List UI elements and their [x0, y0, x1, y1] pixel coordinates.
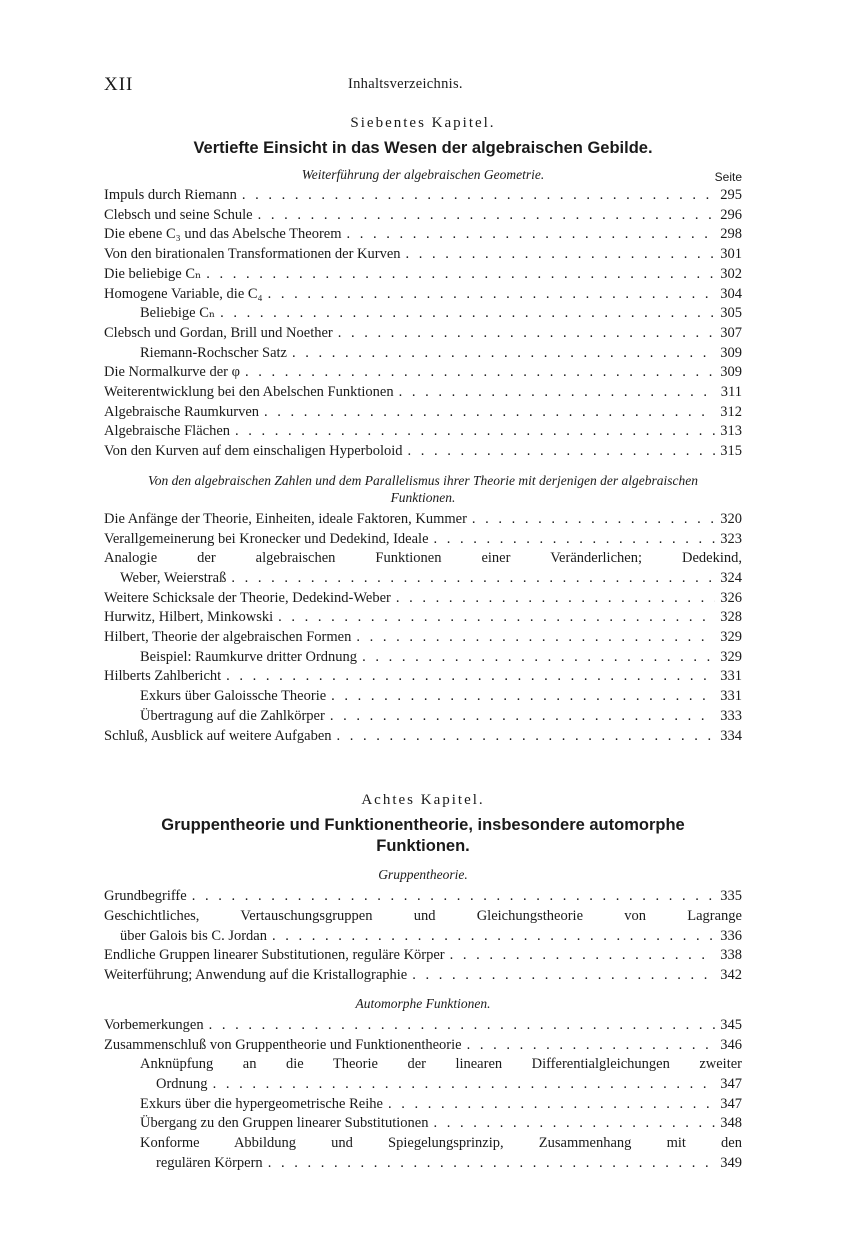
toc-entry-title-line1: Konforme Abbildung und Spiegelungsprinzip, Zusammenhang mit den	[140, 1135, 742, 1152]
toc-entry-page-number: 346	[720, 1036, 742, 1053]
dot-leader	[399, 383, 716, 403]
dot-leader	[337, 727, 716, 747]
toc-entry[interactable]	[104, 442, 742, 462]
dot-leader	[245, 363, 715, 383]
toc-entry-title: Riemann-Rochscher Satz	[140, 344, 287, 361]
toc-entry-page-number: 329	[720, 629, 742, 646]
toc-entry[interactable]	[104, 344, 742, 364]
toc-entry[interactable]	[104, 648, 742, 668]
toc-entry-title: Clebsch und Gordan, Brill und Noether	[104, 324, 333, 341]
toc-entry-page-number: 295	[720, 187, 742, 203]
toc-entry-title: Weiterführung; Anwendung auf die Kristallographie	[104, 967, 408, 984]
section-heading-geometrie: Weiterführung der algebraischen Geometrie.	[301, 167, 545, 182]
toc-entry-title: Hilbert, Theorie der algebraischen Formen	[104, 629, 352, 646]
dot-leader	[206, 265, 715, 285]
page-number: XII	[104, 74, 134, 95]
chapter-8-title: Gruppentheorie und Funktionentheorie, insbesondere automorphe Funktionen.	[161, 816, 685, 856]
dot-leader	[242, 186, 715, 206]
toc-entry-page-number: 304	[720, 285, 742, 302]
dot-leader	[278, 608, 715, 628]
toc-entry-title: regulären Körpern	[156, 1154, 263, 1171]
toc-entry-page-number: 334	[720, 727, 742, 744]
dot-leader	[406, 245, 716, 265]
toc-entry[interactable]	[104, 422, 742, 442]
toc-entry[interactable]	[104, 1036, 742, 1056]
toc-entry-title: Die Anfänge der Theorie, Einheiten, ideale Faktoren, Kummer	[104, 510, 467, 527]
toc-entry-page-number: 333	[720, 707, 742, 724]
toc-entry[interactable]	[104, 727, 742, 747]
toc-entry[interactable]	[104, 403, 742, 423]
page-header	[104, 70, 742, 96]
toc-entry-page-number: 298	[720, 226, 742, 243]
chapter-8-number: Achtes Kapitel.	[361, 792, 485, 809]
toc-entry[interactable]	[104, 1055, 742, 1094]
toc-entry-page-number: 328	[720, 609, 742, 626]
dot-leader	[330, 707, 715, 727]
toc-entry-page-number: 331	[720, 688, 742, 705]
toc-entry-page-number: 311	[720, 384, 742, 401]
dot-leader	[434, 530, 716, 550]
section-heading-gruppentheorie: Gruppentheorie.	[378, 867, 468, 883]
section-heading-zahlen: Von den algebraischen Zahlen und dem Parallelismus ihrer Theorie mit derjenigen der algebraischen Funktionen.	[148, 472, 698, 505]
toc-entry-page-number: 302	[720, 265, 742, 282]
toc-entry-title: Von den birationalen Transformationen der Kurven	[104, 246, 401, 263]
toc-entry[interactable]	[104, 549, 742, 588]
toc-entry-title: Die Normalkurve der φ	[104, 364, 241, 381]
dot-leader	[433, 1114, 715, 1134]
toc-entry-title: Ordnung	[156, 1075, 208, 1092]
toc-entry-page-number: 315	[720, 443, 742, 460]
toc-list-zahlen	[104, 510, 742, 746]
toc-entry-title: Weitere Schicksale der Theorie, Dedekind-Weber	[104, 589, 391, 606]
section-heading-automorphe: Automorphe Funktionen.	[355, 995, 491, 1011]
running-head: Inhaltsverzeichnis.	[348, 76, 463, 92]
toc-entry[interactable]	[104, 667, 742, 687]
dot-leader	[412, 966, 715, 986]
dot-leader	[268, 285, 716, 305]
toc-entry[interactable]	[104, 946, 742, 966]
toc-entry-title: Hilberts Zahlbericht	[104, 668, 222, 685]
toc-entry-title: Weber, Weierstraß	[120, 569, 227, 586]
toc-entry-page-number: 296	[720, 206, 742, 223]
toc-entry-title: Übertragung auf die Zahlkörper	[140, 707, 325, 724]
toc-entry[interactable]	[104, 363, 742, 383]
toc-entry[interactable]	[104, 265, 742, 285]
toc-entry-page-number: 313	[720, 423, 742, 440]
toc-entry-page-number: 305	[720, 305, 742, 322]
toc-entry-page-number: 326	[720, 589, 742, 606]
toc-entry-title-line1: Geschichtliches, Vertauschungsgruppen und Gleichungstheorie von Lagrange	[104, 907, 742, 924]
toc-entry-page-number: 348	[720, 1115, 742, 1132]
chapter-7-title: Vertiefte Einsicht in das Wesen der algebraischen Gebilde.	[193, 139, 653, 157]
toc-entry[interactable]	[104, 206, 742, 226]
toc-entry-page-number: 331	[720, 668, 742, 685]
toc-list-gruppentheorie	[104, 887, 742, 986]
toc-entry-page-number: 307	[720, 324, 742, 341]
toc-entry-title: Endliche Gruppen linearer Substitutionen, reguläre Körper	[104, 947, 445, 964]
toc-entry-title: Grundbegriffe	[104, 888, 187, 905]
toc-entry-title: Impuls durch Riemann	[104, 187, 237, 203]
toc-entry-title: Exkurs über Galoissche Theorie	[140, 688, 327, 705]
toc-entry-title: Homogene Variable, die C₄	[104, 285, 263, 302]
dot-leader	[388, 1095, 715, 1115]
toc-entry-page-number: 309	[720, 344, 742, 361]
toc-entry[interactable]	[104, 530, 742, 550]
dot-leader	[264, 403, 715, 423]
dot-leader	[292, 344, 715, 364]
toc-entry-title: Clebsch und seine Schule	[104, 206, 253, 223]
toc-entry-title: Exkurs über die hypergeometrische Reihe	[140, 1095, 383, 1112]
dot-leader	[272, 927, 715, 947]
dot-leader	[192, 887, 716, 907]
dot-leader	[258, 206, 716, 226]
toc-entry-page-number: 320	[720, 510, 742, 527]
dot-leader	[235, 422, 715, 442]
toc-entry[interactable]	[104, 907, 742, 946]
toc-entry-page-number: 329	[720, 648, 742, 665]
toc-entry[interactable]	[104, 628, 742, 648]
dot-leader	[209, 1016, 716, 1036]
toc-entry[interactable]	[104, 186, 742, 206]
dot-leader	[226, 667, 715, 687]
toc-entry-title: Vorbemerkungen	[104, 1016, 204, 1033]
toc-entry-page-number: 342	[720, 967, 742, 984]
toc-entry[interactable]	[104, 1095, 742, 1115]
toc-entry-page-number: 336	[720, 927, 742, 944]
dot-leader	[231, 569, 715, 589]
toc-entry-title-line1: Analogie der algebraischen Funktionen einer Veränderlichen; Dedekind,	[104, 550, 742, 567]
page-column-label: Seite	[714, 170, 742, 184]
toc-list-automorphe	[104, 1016, 742, 1174]
dot-leader	[408, 442, 716, 462]
toc-entry-title: Die beliebige Cₙ	[104, 265, 202, 282]
chapter-7-number: Siebentes Kapitel.	[350, 115, 496, 131]
toc-entry-page-number: 323	[720, 530, 742, 547]
toc-entry[interactable]	[104, 707, 742, 727]
toc-entry-page-number: 347	[720, 1095, 742, 1112]
dot-leader	[467, 1036, 716, 1056]
toc-entry[interactable]	[104, 324, 742, 344]
toc-entry[interactable]	[104, 1016, 742, 1036]
dot-leader	[450, 946, 716, 966]
toc-entry-page-number: 335	[720, 888, 742, 905]
toc-page	[104, 70, 742, 1173]
toc-entry[interactable]	[104, 245, 742, 265]
toc-entry-title: Zusammenschluß von Gruppentheorie und Funktionentheorie	[104, 1036, 462, 1053]
toc-entry-title: Übergang zu den Gruppen linearer Substitutionen	[140, 1115, 429, 1132]
dot-leader	[347, 225, 716, 245]
toc-entry[interactable]	[104, 383, 742, 403]
toc-entry-page-number: 301	[720, 246, 742, 263]
toc-entry[interactable]	[104, 304, 742, 324]
toc-entry-page-number: 338	[720, 947, 742, 964]
dot-leader	[362, 648, 715, 668]
toc-entry-title: Schluß, Ausblick auf weitere Aufgaben	[104, 727, 332, 744]
toc-entry[interactable]	[104, 1114, 742, 1134]
toc-entry-title: Algebraische Raumkurven	[104, 403, 260, 420]
dot-leader	[472, 510, 715, 530]
section-heading-row	[104, 164, 742, 186]
toc-entry-page-number: 349	[720, 1154, 742, 1171]
toc-entry-title: Verallgemeinerung bei Kronecker und Dedekind, Ideale	[104, 530, 429, 547]
toc-entry[interactable]	[104, 1134, 742, 1173]
dot-leader	[220, 304, 715, 324]
dot-leader	[396, 589, 715, 609]
toc-entry-title: Von den Kurven auf dem einschaligen Hyperboloid	[104, 443, 403, 460]
dot-leader	[356, 628, 715, 648]
toc-entry[interactable]	[104, 510, 742, 530]
toc-entry-title: Beliebige Cₙ	[140, 305, 216, 322]
toc-entry-title-line1: Anknüpfung an die Theorie der linearen Differentialgleichungen zweiter	[140, 1056, 742, 1073]
toc-entry-title: Die ebene C₃ und das Abelsche Theorem	[104, 226, 342, 243]
toc-entry-title: Algebraische Flächen	[104, 423, 231, 440]
toc-entry-page-number: 347	[720, 1075, 742, 1092]
toc-entry-title: Weiterentwicklung bei den Abelschen Funktionen	[104, 384, 394, 401]
dot-leader	[331, 687, 715, 707]
toc-list-geometrie	[104, 186, 742, 462]
toc-entry[interactable]	[104, 225, 742, 245]
toc-entry-title: über Galois bis C. Jordan	[120, 927, 267, 944]
toc-entry-page-number: 312	[720, 403, 742, 420]
toc-entry-title: Hurwitz, Hilbert, Minkowski	[104, 609, 274, 626]
toc-entry[interactable]	[104, 966, 742, 986]
toc-entry-page-number: 345	[720, 1016, 742, 1033]
toc-entry[interactable]	[104, 887, 742, 907]
toc-entry-page-number: 309	[720, 364, 742, 381]
toc-entry[interactable]	[104, 608, 742, 628]
dot-leader	[213, 1075, 716, 1095]
dot-leader	[268, 1154, 716, 1174]
toc-entry-title: Beispiel: Raumkurve dritter Ordnung	[140, 648, 358, 665]
toc-entry-page-number: 324	[720, 569, 742, 586]
toc-entry[interactable]	[104, 589, 742, 609]
toc-entry[interactable]	[104, 687, 742, 707]
dot-leader	[338, 324, 716, 344]
toc-entry[interactable]	[104, 285, 742, 305]
